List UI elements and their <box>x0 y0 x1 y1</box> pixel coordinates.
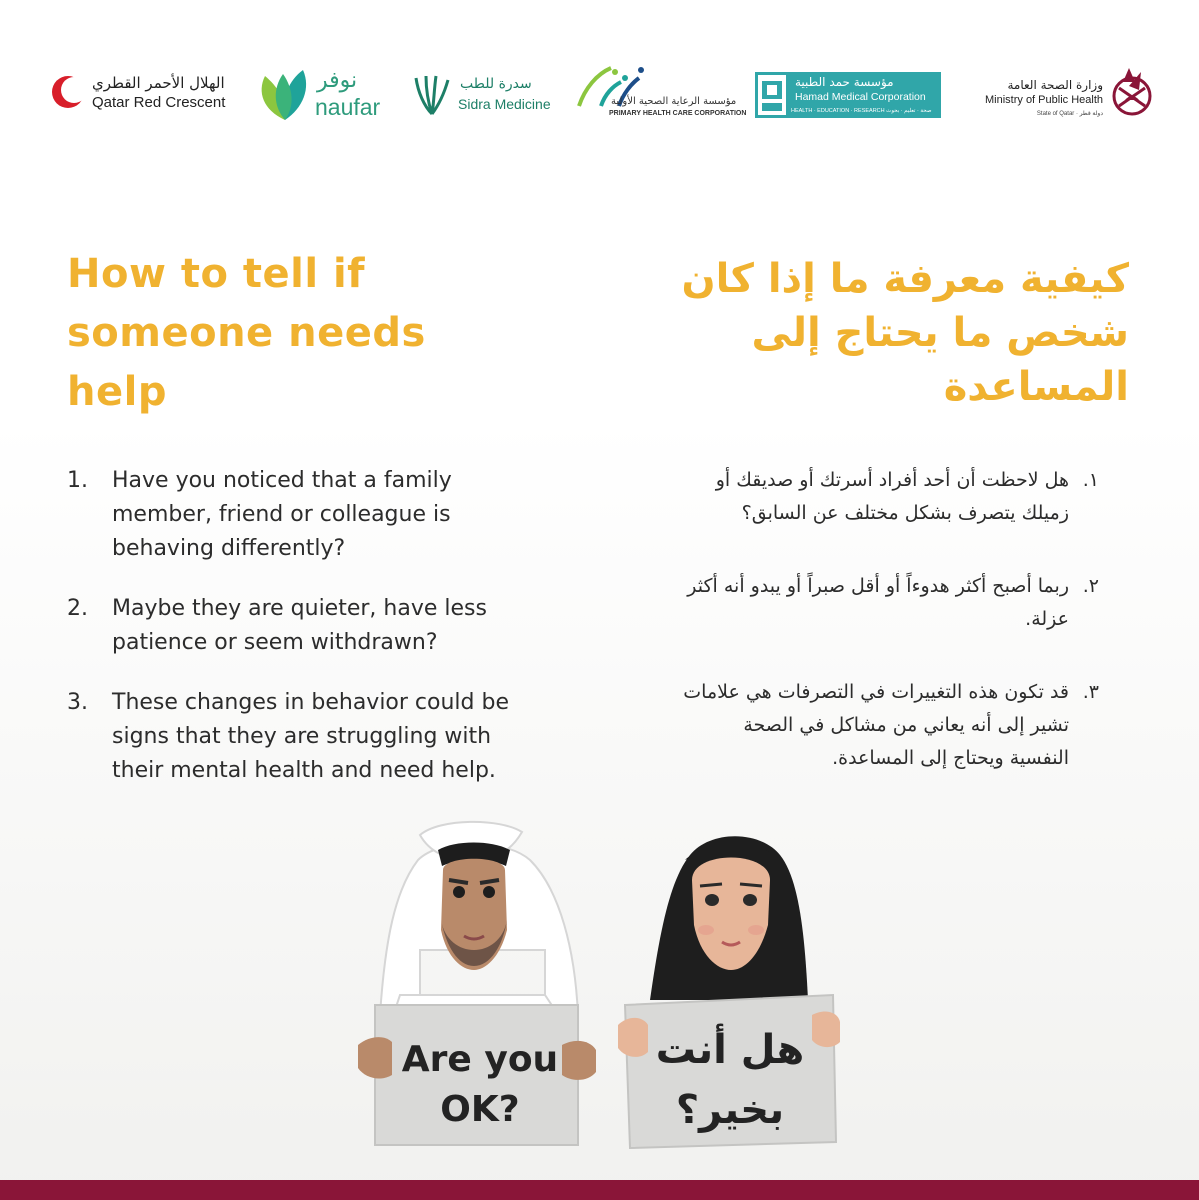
phcc-arabic: مؤسسة الرعاية الصحية الأولية <box>611 96 737 107</box>
english-list <box>67 464 517 814</box>
arabic-heading: كيفية معرفة ما إذا كان شخص ما يحتاج إلى المساعدة <box>681 256 1129 410</box>
people-holding-signs-illustration <box>0 820 1199 1180</box>
list-item <box>679 570 1099 636</box>
phcc-english: PRIMARY HEALTH CARE CORPORATION <box>609 110 747 117</box>
arabic-list <box>679 464 1099 815</box>
list-text: قد تكون هذه التغييرات في التصرفات هي علامات تشير إلى أنه يعاني من مشاكل في الصحة النفسية ويحتاج إلى المساعدة. <box>683 681 1069 769</box>
list-item <box>679 464 1099 530</box>
hmc-arabic: مؤسسة حمد الطبية <box>795 75 894 89</box>
woman-figure <box>650 836 808 1000</box>
naufar-leaf-icon <box>255 66 313 122</box>
list-text: Maybe they are quieter, have less patience or seem withdrawn? <box>112 596 487 655</box>
list-text: Have you noticed that a family member, friend or colleague is behaving differently? <box>112 468 452 561</box>
mph-arabic: وزارة الصحة العامة <box>1007 78 1103 92</box>
mph-tagline: State of Qatar · دولة قطر <box>1036 111 1103 117</box>
naufar-arabic: نوفر <box>317 68 358 93</box>
list-text: These changes in behavior could be signs that they are struggling with their mental health and need help. <box>112 690 509 783</box>
list-number: ٣. <box>1082 681 1099 703</box>
list-text: ربما أصبح أكثر هدوءاً أو أقل صبراً أو يبدو أنه أكثر عزلة. <box>687 575 1069 630</box>
qrc-english: Qatar Red Crescent <box>92 94 226 111</box>
phcc-logo <box>575 62 747 124</box>
sidra-english: Sidra Medicine <box>458 96 551 112</box>
sign-english-text: Are you OK? <box>401 1039 559 1130</box>
qrc-arabic: الهلال الأحمر القطري <box>92 74 225 92</box>
sidra-medicine-logo <box>410 62 560 124</box>
qatar-emblem-icon <box>1109 62 1155 118</box>
mph-english: Ministry of Public Health <box>985 94 1103 106</box>
man-figure <box>380 822 578 1015</box>
english-heading: How to tell if someone needs help <box>67 251 426 415</box>
naufar-logo <box>255 62 390 124</box>
list-number: ١. <box>1082 469 1099 491</box>
hmc-english: Hamad Medical Corporation <box>795 91 926 103</box>
hamad-mark <box>758 75 786 115</box>
list-number: ٢. <box>1082 575 1099 597</box>
list-item <box>67 686 517 788</box>
hamad-medical-corporation-logo <box>755 72 941 118</box>
sidra-arabic: سدرة للطب <box>460 76 532 92</box>
ministry-of-public-health-logo <box>985 62 1155 124</box>
sign-arabic-text: هل أنت بخير؟ <box>655 1027 805 1133</box>
naufar-english: naufar <box>315 94 381 120</box>
list-text: هل لاحظت أن أحد أفراد أسرتك أو صديقك أو زميلك يتصرف بشكل مختلف عن السابق؟ <box>715 469 1069 524</box>
qatar-red-crescent-logo <box>50 62 230 124</box>
red-crescent-icon <box>50 74 86 110</box>
list-number: 1. <box>67 468 88 493</box>
list-item <box>679 676 1099 775</box>
hmc-tagline: HEALTH · EDUCATION · RESEARCH صحة · تعليم · بحوث <box>791 108 932 114</box>
footer-bar <box>0 1180 1199 1200</box>
list-item <box>67 592 517 660</box>
sidra-tree-icon <box>410 72 454 118</box>
list-number: 3. <box>67 690 88 715</box>
list-item <box>67 464 517 566</box>
hamad-icon <box>758 75 786 115</box>
list-number: 2. <box>67 596 88 621</box>
illustration <box>0 820 1199 1180</box>
